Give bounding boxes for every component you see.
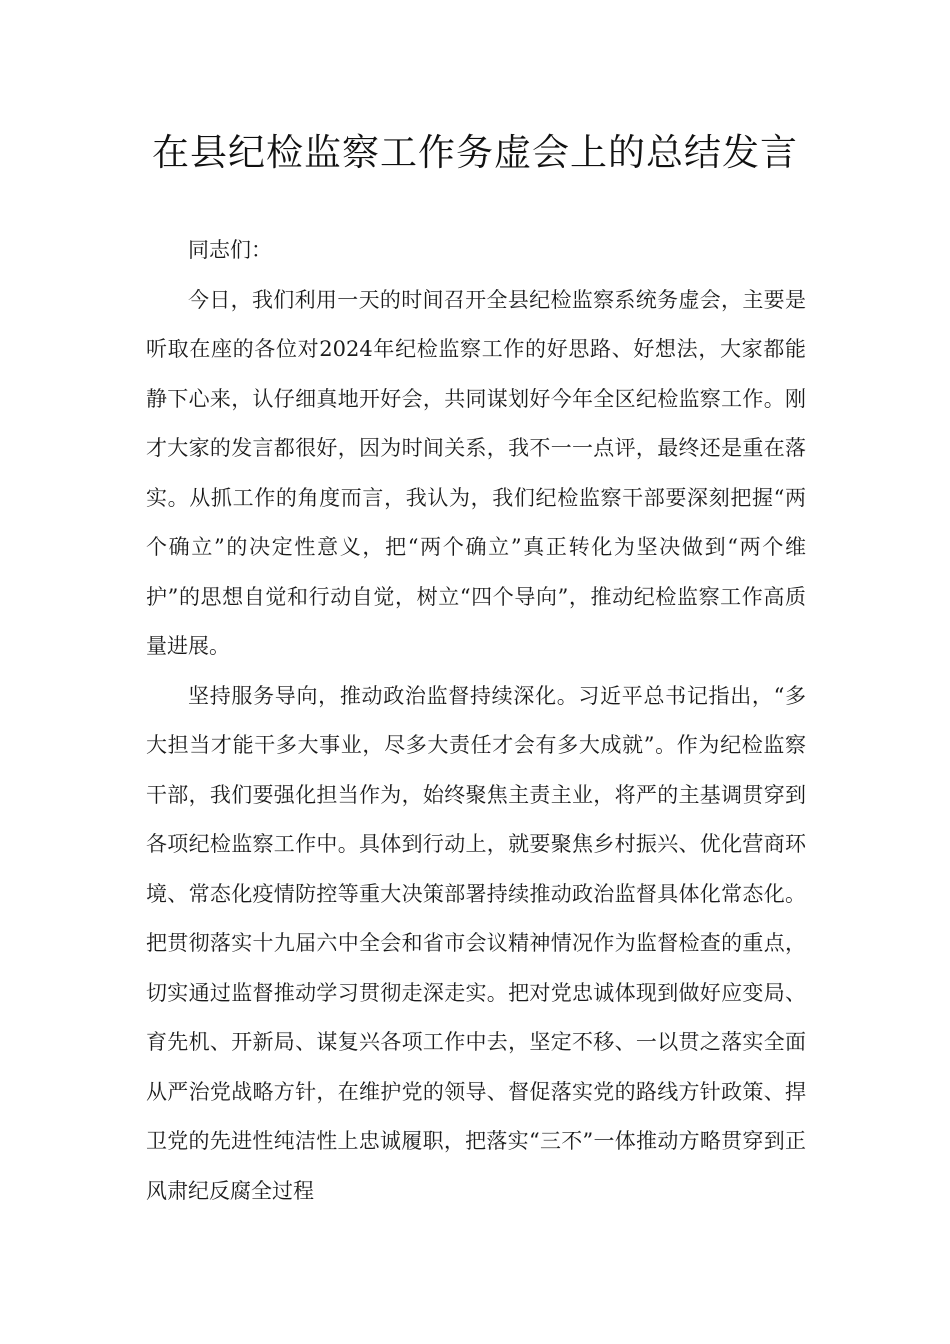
- paragraph-1: 今日，我们利用一天的时间召开全县纪检监察系统务虚会，主要是听取在座的各位对2024年纪检监察工作的好思路、好想法，大家都能静下心来，认仔细真地开好会，共同谋划好今年全区纪检监察工作。刚才大家的发言都很好，因为时间关系，我不一一点评，最终还是重在落实。从抓工作的角度而言，我认为，我们纪检监察干部要深刻把握“两个确立”的决定性意义，把“两个确立”真正转化为坚决做到“两个维护”的思想自觉和行动自觉，树立“四个导向”，推动纪检监察工作高质量进展。: [146, 287, 806, 658]
- document-title: 在县纪检监察工作务虚会上的总结发言: [152, 131, 798, 174]
- salutation: 同志们：: [188, 238, 272, 262]
- document-body: [146, 226, 806, 1216]
- paragraph-2: 坚持服务导向，推动政治监督持续深化。习近平总书记指出，“多大担当才能干多大事业，尽多大责任才会有多大成就”。作为纪检监察干部，我们要强化担当作为，始终聚焦主责主业，将严的主基调贯穿到各项纪检监察工作中。具体到行动上，就要聚焦乡村振兴、优化营商环境、常态化疫情防控等重大决策部署持续推动政治监督具体化常态化。把贯彻落实十九届六中全会和省市会议精神情况作为监督检查的重点，切实通过监督推动学习贯彻走深走实。把对党忠诚体现到做好应变局、育先机、开新局、谋复兴各项工作中去，坚定不移、一以贯之落实全面从严治党战略方针，在维护党的领导、督促落实党的路线方针政策、捍卫党的先进性纯洁性上忠诚履职，把落实“三不”一体推动方略贯穿到正风肃纪反腐全过程: [146, 683, 806, 1203]
